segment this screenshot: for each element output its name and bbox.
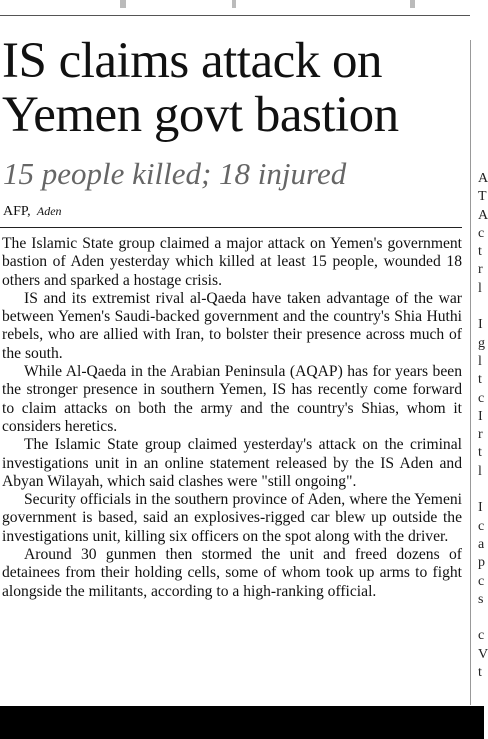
adjacent-column-letter: [478, 298, 488, 316]
subheadline: 15 people killed; 18 injured: [3, 156, 347, 191]
top-cutoff-fragment: [120, 0, 126, 8]
byline: [3, 203, 62, 220]
article-paragraph: Security officials in the southern province of Aden, where the Yemeni government is based, said an explosives-rigged car blew up outside the investigations unit, killing six officers on the spot along with the driver.: [2, 491, 462, 545]
adjacent-column-letter: I: [478, 500, 483, 516]
adjacent-column-letter: t: [478, 244, 482, 260]
adjacent-column-letter: c: [478, 573, 485, 589]
adjacent-column-letter: [478, 609, 488, 627]
adjacent-column-letter: c: [478, 518, 485, 534]
top-rule: [0, 15, 470, 16]
bottom-black-bar: [0, 706, 484, 739]
adjacent-column-letter: c: [478, 225, 485, 241]
adjacent-column-letter: a: [478, 536, 485, 552]
adjacent-column-letter: t: [478, 372, 482, 388]
adjacent-column-letter: T: [478, 189, 487, 205]
headline: IS claims attack on Yemen govt bastion: [2, 33, 399, 143]
article-body: [2, 235, 462, 601]
adjacent-column-letter: l: [478, 353, 482, 369]
adjacent-column-letter: r: [478, 262, 483, 278]
adjacent-column-letter: r: [478, 427, 483, 443]
article-paragraph: IS and its extremist rival al-Qaeda have taken advantage of the war between Yemen's Saudi-backed government and the country's Shia Huthi rebels, who are allied with Iran, to bolster their presence across much of the south.: [2, 289, 462, 362]
adjacent-column-letter: I: [478, 408, 483, 424]
article-paragraph: The Islamic State group claimed yesterday's attack on the criminal investigations unit in an online statement released by the IS Aden and Abyan Wilayah, which said clashes were "still ongoing".: [2, 436, 462, 490]
adjacent-column-letter: I: [478, 317, 483, 333]
byline-place: Aden: [36, 204, 62, 218]
adjacent-column-letter: t: [478, 445, 482, 461]
adjacent-column-letter: A: [478, 207, 488, 223]
adjacent-column-fragments: [478, 170, 488, 682]
adjacent-column-letter: c: [478, 390, 485, 406]
top-cutoff-fragment: [410, 0, 415, 8]
article-paragraph: Around 30 gunmen then stormed the unit and freed dozens of detainees from their holding cells, some of whom took up arms to fight alongside the militants, according to a high-ranking official.: [2, 546, 462, 600]
article-paragraph: The Islamic State group claimed a major attack on Yemen's government bastion of Aden yesterday which killed at least 15 people, wounded 18 others and sparked a hostage crisis.: [2, 235, 462, 289]
adjacent-column-letter: c: [478, 628, 485, 644]
adjacent-column-letter: s: [478, 591, 484, 607]
adjacent-column-letter: A: [478, 171, 488, 186]
byline-rule: [0, 227, 462, 228]
adjacent-column-letter: p: [478, 555, 485, 571]
article-paragraph: While Al-Qaeda in the Arabian Peninsula (AQAP) has for years been the stronger presence in southern Yemen, IS has recently come forward to claim attacks on both the army and the country's Shias, whom it considers heretics.: [2, 363, 462, 435]
adjacent-column-letter: V: [478, 646, 488, 662]
byline-agency: AFP,: [3, 204, 31, 219]
top-cutoff-fragment: [232, 0, 236, 8]
adjacent-column-letter: g: [478, 335, 485, 351]
adjacent-column-letter: l: [478, 463, 482, 479]
adjacent-column-letter: l: [478, 280, 482, 296]
adjacent-column-letter: [478, 481, 488, 499]
adjacent-column-letter: t: [478, 665, 482, 681]
